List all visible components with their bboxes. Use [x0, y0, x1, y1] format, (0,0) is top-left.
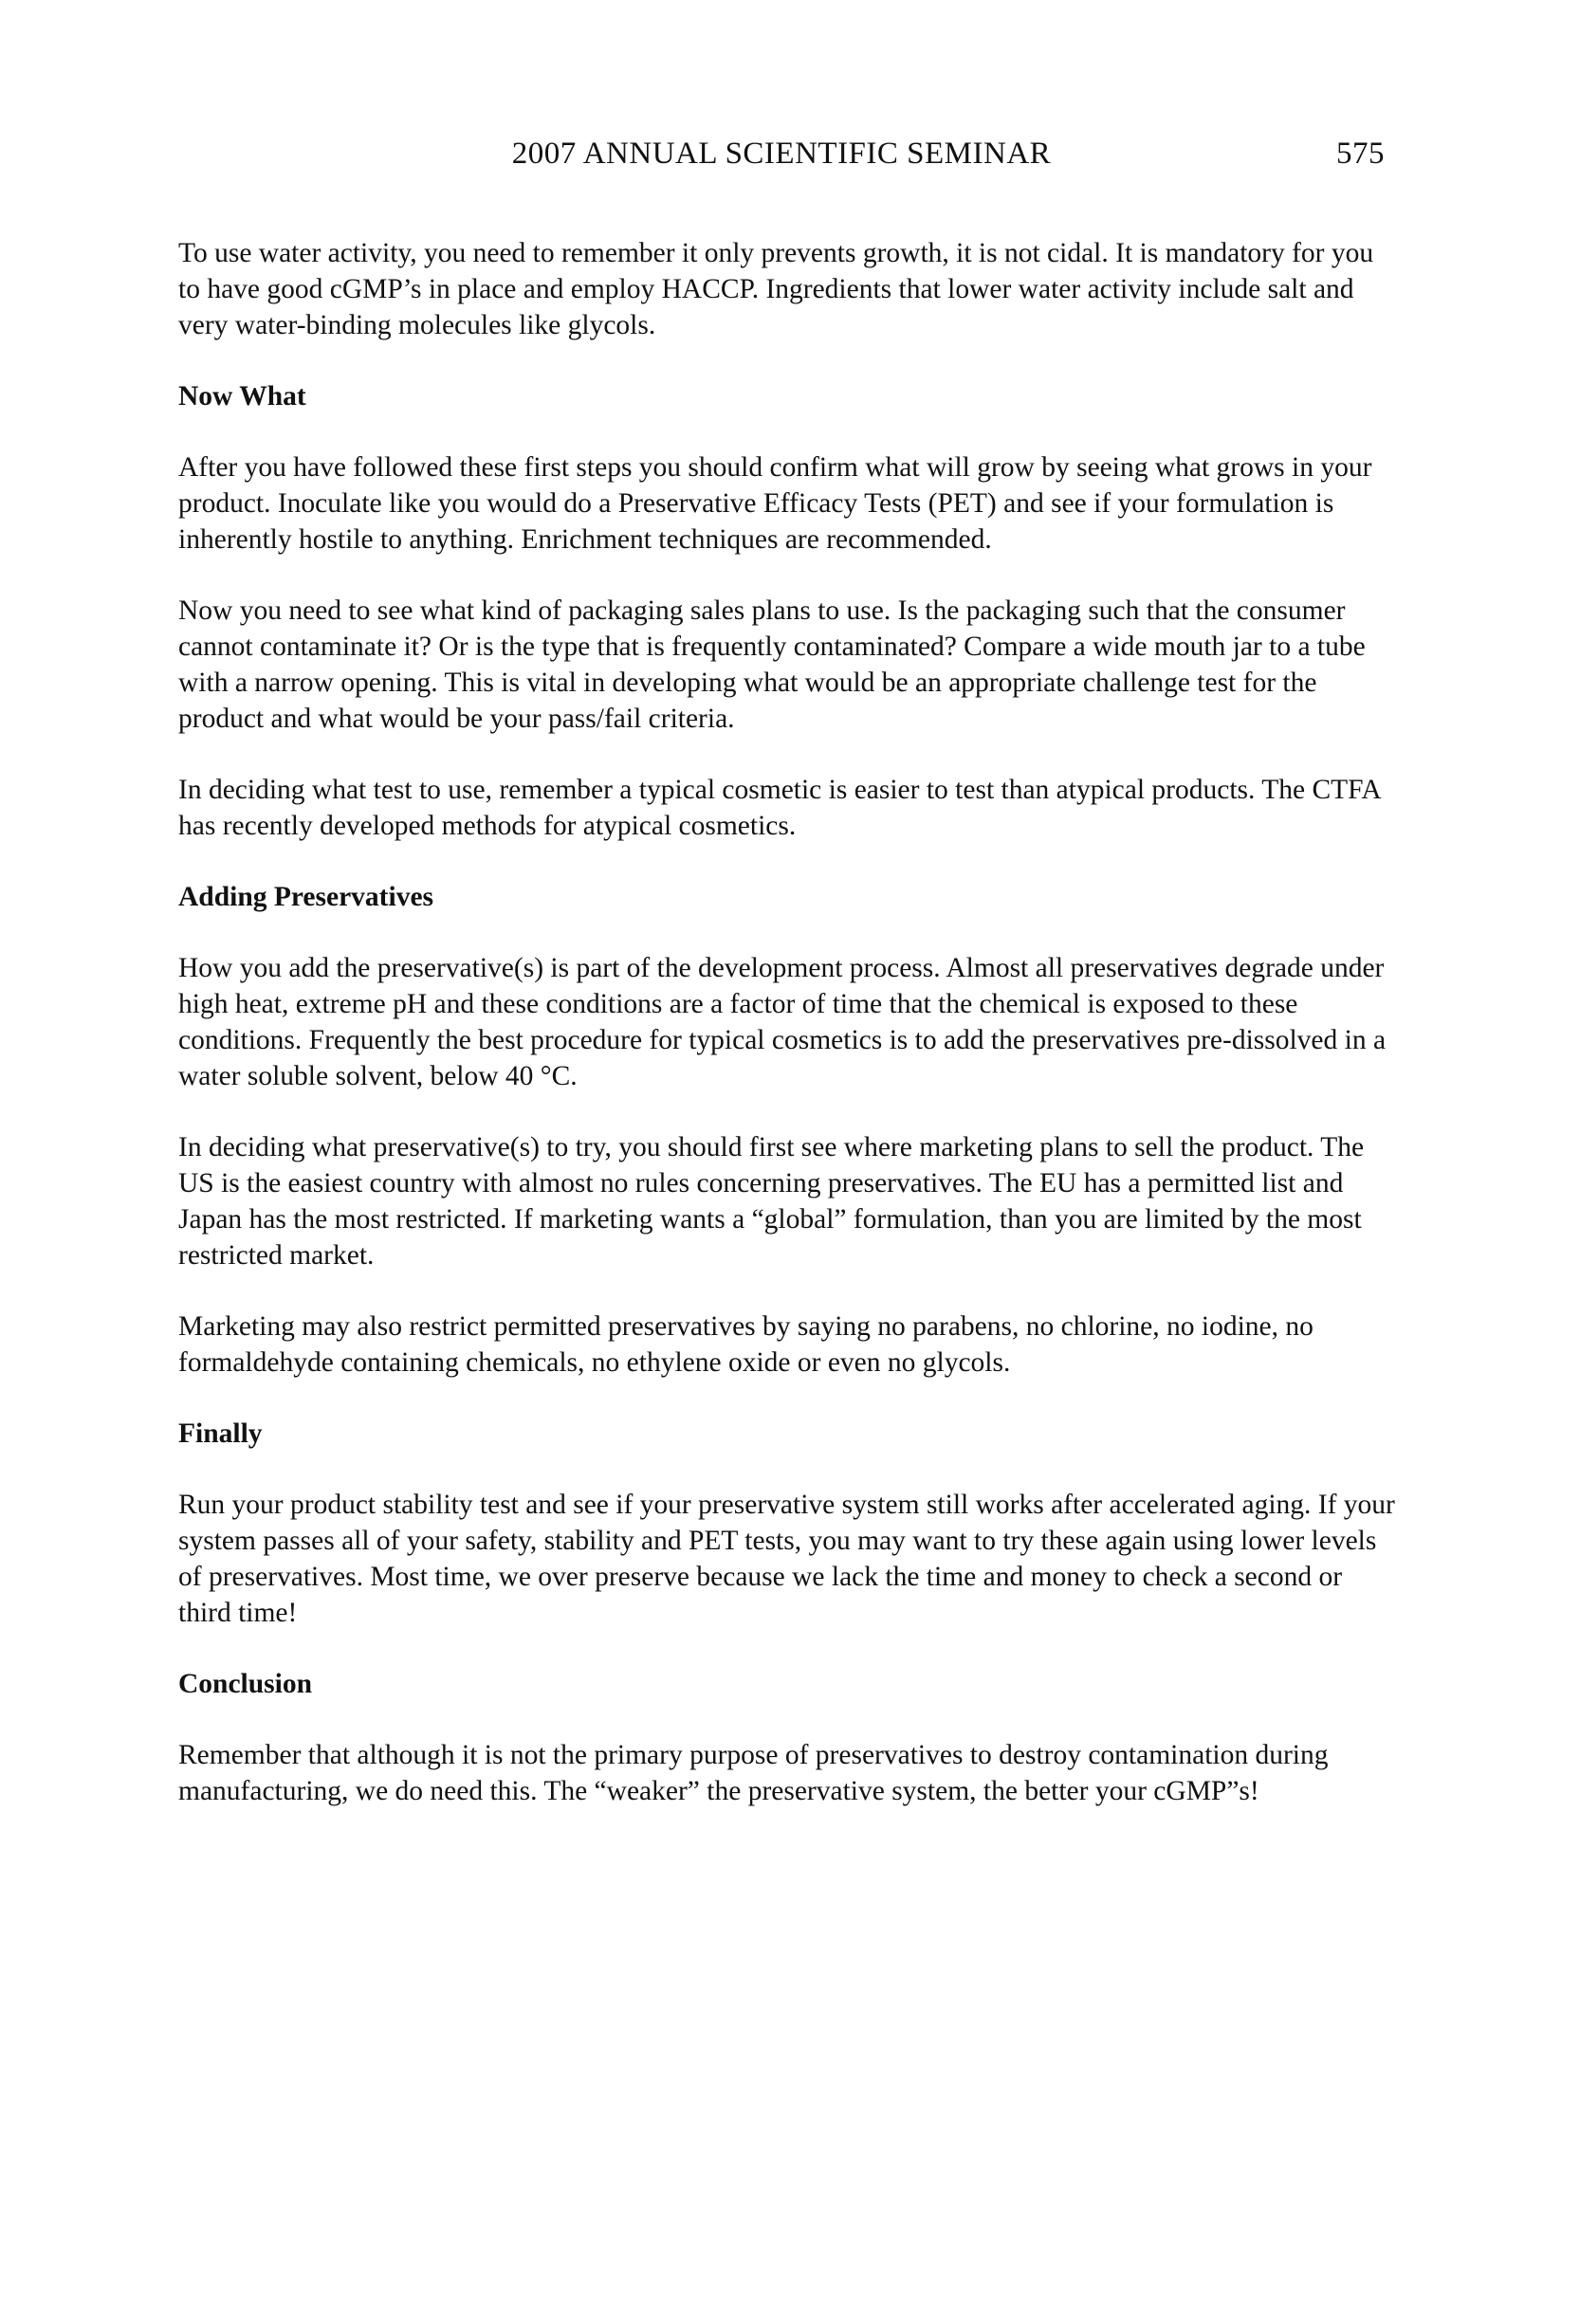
section-heading-conclusion: Conclusion — [178, 1669, 312, 1699]
running-header — [178, 131, 1385, 176]
paragraph-marketing-restrictions: Marketing may also restrict permitted preservatives by saying no parabens, no chlorine, no iodine, no formaldehyde containing chemicals, no ethylene oxide or even no glycols. — [178, 1311, 1314, 1378]
paragraph-stability-test: Run your product stability test and see if your preservative system still works after accelerated aging. If your system passes all of your safety, stability and PET tests, you may want to try these again using lower levels of preservatives. Most time, we over preserve because we lack the time and money to check a second or third time! — [178, 1490, 1395, 1628]
paragraph-water-activity: To use water activity, you need to remember it only prevents growth, it is not cidal. It is mandatory for you to have good cGMP’s in place and employ HACCP. Ingredients that lower water activity include salt and very water-binding molecules like glycols. — [178, 238, 1374, 340]
paragraph-packaging: Now you need to see what kind of packaging sales plans to use. Is the packaging such that the consumer cannot contaminate it? Or is the type that is frequently contaminated? Compare a wide mouth jar to a tube with a narrow opening. This is vital in developing what would be an appropriate challenge test for the product and what would be your pass/fail criteria. — [178, 595, 1366, 734]
paragraph-confirm-growth: After you have followed these first steps you should confirm what will grow by seeing what grows in your product. Inoculate like you would do a Preservative Efficacy Tests (PET) and see if your formulation is inherently hostile to anything. Enrichment techniques are recommended. — [178, 452, 1372, 555]
paragraph-market-rules: In deciding what preservative(s) to try, you should first see where marketing plans to sell the product. The US is the easiest country with almost no rules concerning preservatives. The EU has a permitted list and Japan has the most restricted. If marketing wants a “global” formulation, than you are limited by the most restricted market. — [178, 1132, 1365, 1271]
page-number: 575 — [1336, 137, 1385, 171]
header-title: 2007 ANNUAL SCIENTIFIC SEMINAR — [511, 137, 1052, 171]
paragraph-test-choice: In deciding what test to use, remember a typical cosmetic is easier to test than atypical products. The CTFA has recently developed methods for atypical cosmetics. — [178, 775, 1381, 841]
section-heading-adding-preservatives: Adding Preservatives — [178, 882, 434, 912]
section-heading-finally: Finally — [178, 1418, 263, 1449]
section-heading-now-what: Now What — [178, 381, 306, 412]
paragraph-adding-process: How you add the preservative(s) is part of the development process. Almost all preservatives degrade under high heat, extreme pH and these conditions are a factor of time that the chemical is exposed to these conditions. Frequently the best procedure for typical cosmetics is to add the preservatives pre-dissolved in a water soluble solvent, below 40 °C. — [178, 953, 1387, 1091]
paragraph-conclusion: Remember that although it is not the primary purpose of preservatives to destroy contamination during manufacturing, we do need this. The “weaker” the preservative system, the better your cGMP”s! — [178, 1740, 1329, 1806]
article-body — [178, 235, 1402, 1844]
